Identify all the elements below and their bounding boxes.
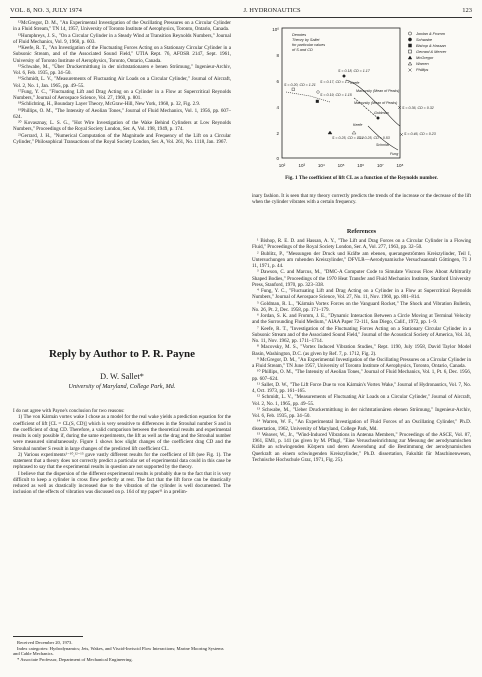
reference-item: ⁴ Fung, Y. C., "Fluctuating Lift and Drag Acting on a Cylinder in a Flow at Supercritical Reynolds Numbers," Journal of Aerospace Science, Vol. 27, No. 11, Nov. 1960, pp. 801–814. <box>252 288 471 301</box>
running-header <box>10 4 472 16</box>
legend-entry: Bishop & Hassan <box>416 43 446 48</box>
references-heading: References <box>346 228 377 235</box>
legend-entry: Gerrard & Mercer <box>416 49 447 54</box>
y-tick-label: 8 <box>276 53 279 58</box>
reply-body <box>13 408 231 633</box>
header-journal: J. HYDRONAUTICS <box>243 6 301 14</box>
annotation: Schmidt <box>376 143 389 147</box>
annotation: S = 0.20, CD = 1.21 <box>284 83 316 87</box>
reference-item: ⁶ Jordan, S. K. and Fromm, J. E., "Dynamic Interaction Between a Circle Moving at Terminal Velocity and the Surrounding Fluid Medium," AIAA Paper 72-111, San Diego, Calif., 1972, pp. 1–9. <box>252 313 471 326</box>
legend-entry: Schwabe <box>416 37 433 42</box>
reference-item: ⁸ Macovsky, M. S., "Vortex Induced Vibration Studies," Rept. 1190, July 1958, David Taylor Model Basin, Washington, D.C. (as given by Ref. 7, p. 1712, Fig. 2). <box>252 344 471 357</box>
reference-item: ¹⁵Schwabe, M., "Über Druckermittlung in der nichtstationaren e benen Strömung," Ingenieur-Archiv, Vol. 6, Feb. 1935, pp. 34–50. <box>13 63 231 76</box>
reply-paragraph: inary fashion. It is seen that my theory correctly predicts the trends of the increase or the decrease of the lift when the cylinder vibrates with a certain frequency. <box>252 193 471 206</box>
data-point <box>317 91 320 94</box>
annotation: S = 0.17, CD = 1.2 <box>320 80 350 84</box>
data-point <box>343 75 346 78</box>
x-tick-label: 10⁸ <box>396 163 404 168</box>
legend-symbols <box>408 32 412 72</box>
reference-item: ¹⁰ Phillips, O. M., "The Intensity of Aeolian Tones," Journal of Fluid Mechanics, Vol. 1, Pt. 6, Dec. 1956, pp. 607–624. <box>252 369 471 382</box>
legend-marker <box>409 69 412 72</box>
left-legend-line: of S and CD <box>292 48 313 52</box>
reference-item: ⁵ Goldman, R. L., "Kármán Vortex Forces on the Vanguard Rocket," The Shock and Vibration Bulletin, No. 26, Pt. 2, Dec. 1958, pp. 171–179. <box>252 300 471 313</box>
y-tick-label: 0 <box>276 156 279 161</box>
legend-marker <box>408 62 412 65</box>
x-tick-label: 10⁴ <box>317 163 325 168</box>
x-tick-label: 10³ <box>298 163 305 168</box>
annotation: Macovsky (Mean of Peaks) <box>356 89 400 93</box>
plot-annotations <box>284 69 436 156</box>
reference-item: ¹⁴Keefe, R. T., "An Investigation of the Fluctuating Forces Acting on a Stationary Circular Cylinder in a Subsonic Stream, and of the Associated Sound Field," UTIA Rept. 76, AFOSR 2147, Sept. 1961, University of Toronto Institute of Aerophysics, Toronto, Ontario, Canada. <box>13 45 231 64</box>
figure-1-plot <box>250 22 472 174</box>
reference-item: ¹⁷Fung, Y. C., "Fluctuating Lift and Drag Acting on a Cylinder in a Flow at Supercritical Reynolds Numbers," Journal of Aerospace Science, Vol. 27, 1960, p. 801. <box>13 88 231 101</box>
reference-item: ¹³ Schwabe, M., "Ueber Druckermittlung in der nichtstationären ebenen Strömung," Ingenieur-Archiv, Vol. 6, Feb. 1935, pp. 34–50. <box>252 406 471 419</box>
x-tick-label: 10⁶ <box>357 163 365 168</box>
reference-item: ¹⁵ Weaver, W., Jr., "Wind-Induced Vibrations in Antenna Members," Proceedings of the ASCE, Vol. 87, 1961, EM1, p. 141 (as given by M. Pflugl, "Eine Veruschseinrichtung zur Messung der aerodynamischen Kräfte an schwingenden Körpern und deren Anwendung auf die Bestimmung der aerodynamischen Querkraft an einem schwingenden Kreiszylinder," Ph.D. dissertation, Fakultät für Maschinenwesen, Technische Hochschule Graz, 1971, Fig. 25). <box>252 431 471 463</box>
reference-item: ¹ Bishop, R. E. D. and Hassan, A. Y., "The Lift and Drag Forces on a Circular Cylinder in a Flowing Fluid," Proceedings of the Royal Society London, Ser. A, Vol. 277, 1963, pp. 32–50. <box>252 238 471 251</box>
reference-item: ¹⁴ Warren, W. F., "An Experimental Investigation of Fluid Forces of an Oscillating Cylinder," Ph.D. dissertation, 1962, University of Maryland, College Park, Md. <box>252 419 471 432</box>
annotation: S = 0.18, CD = 1.17 <box>338 69 370 73</box>
header-page-number: 123 <box>462 6 472 14</box>
footnote-line: Index categories: Hydrodynamics; Jets, Wakes, and Viscid-Inviscid Flow Interactions; Marine Mooring Systems and Cable Mechanics. <box>13 645 224 657</box>
reference-item: ¹⁹Phillips, O. M., "The Intensity of Aeolian Tones," Journal of Fluid Mechanics, Vol. 1, 1956, pp. 607–624. <box>13 107 231 120</box>
right-legend <box>415 31 447 72</box>
data-point <box>377 117 380 120</box>
reference-item: ⁷ Keefe, R. T., "Investigation of the Fluctuating Forces Acting on a Stationary Circular Cylinder in a Subsonic Stream and of the Associated Sound Field," Journal of the Acoustical Society of America, Vol. 34, No. 11, Nov. 1962, pp. 1711–1714. <box>252 325 471 344</box>
footnote-line: * Associate Professor, Department of Mechanical Engineering. <box>17 656 133 662</box>
left-legend <box>292 33 325 52</box>
header-volume: VOL. 8, NO. 3, JULY 1974 <box>10 6 82 14</box>
y-tick-label: 6 <box>276 79 279 84</box>
reply-continuation <box>252 193 471 221</box>
reference-item: ¹²McGregor, D. M., "An Experimental Investigation of the Oscillating Pressures on a Circular Cylinder in a Fluid Stream," TN 14, 1957, University of Toronto Institute of Aerophysics, Toronto, Ontario, Canada. <box>13 20 231 33</box>
footnote <box>13 640 231 662</box>
reference-item: ¹³Humphreys, J. S., "On a Circular Cylinder in a Steady Wind at Transition Reynolds Numbers," Journal of Fluid Mechanics, Vol. 9, 1960, p. 603. <box>13 32 231 45</box>
data-point <box>316 100 319 103</box>
reference-item: ³ Dawson, C. and Marcus, M., "DMC-A Computer Code to Simulate Viscous Flow About Arbitrarily Shaped Bodies," Proceedings of the 1970 Heat Transfer and Fluid Mechanics Institute, Stanford University Press, Stanford, 1970, pp. 323–338. <box>252 269 471 288</box>
y-axis <box>272 27 279 161</box>
reference-item: ¹⁸Schlichting, H., Boundary Layer Theory, McGraw-Hill, New York, 1968, p. 32, Fig. 2.9. <box>18 101 201 108</box>
header-rule <box>10 17 472 18</box>
annotation: Fung <box>390 152 399 156</box>
annotation: Makovsky (Mean of Peaks) <box>354 101 398 105</box>
legend-marker <box>408 38 411 41</box>
reference-item: ¹² Schmidt, L. V., "Measurements of Fluctuating Air Loads on a Circular Cylinder," Journal of Aircraft, Vol. 2, No. 1, 1965, pp. 49–55. <box>252 394 471 407</box>
caption-label: Fig. 1 <box>285 175 298 181</box>
reply-paragraph: I believe that the dispersion of the different experimental results is probably due to the fact that it is very difficult to keep a cylinder in cross flow perfectly at rest. The fact that the lift force can be drastically reduced as well as drastically increased due to the vibration of the cylinder is well documented. The inclusion of the effects of vibration was discussed on p. 164 of my paper¹¹ in a prelim- <box>13 470 231 496</box>
reply-paragraph: 2) Various experiments¹⁻¹⁰,¹²⁻¹⁵ gave vastly different results for the coefficient of lift (see Fig. 1). The statement that a theory does not correctly predict a particular set of experimental data could in this case be rephrased to say that the experimental results in question are not supported by the theory. <box>13 451 231 471</box>
left-legend-line: Denotes <box>292 33 307 37</box>
annotation: Keefe <box>353 123 363 127</box>
legend-entry: Jordan & Fromm <box>416 31 445 36</box>
data-point <box>398 106 401 109</box>
reply-paragraph: I do not agree with Payne's conclusion for two reasons: <box>13 408 125 414</box>
annotation: S = 0.19, CD = 1.15 <box>320 93 352 97</box>
data-point <box>292 88 295 91</box>
data-point <box>352 131 356 134</box>
reference-item: ² Bublitz, P., "Messungen der Druck und Kräfte am ebenen, querangeströmten Kreiszylinder, Teil I, Untersuchungen am ruhenden Kreiszylinder," DFVLR—Aerodynamische Versuchsanstalt Göttingen, 71 J 11, 1971, p. 44. <box>252 250 471 269</box>
y-tick-label: 2 <box>276 131 279 136</box>
legend-entry: Phillips <box>416 67 429 72</box>
footnote-rule <box>13 636 83 637</box>
annotation: S = 0.25, CD = 1.12 <box>332 136 364 140</box>
figure-caption <box>252 175 471 181</box>
reply-title: Reply by Author to P. R. Payne <box>48 348 196 360</box>
reply-author: D. W. Sallet* <box>100 372 144 381</box>
annotation: Keefe <box>350 81 360 85</box>
x-tick-label: 10⁷ <box>376 163 384 168</box>
reference-item: ²⁰ Kovasznay, L. S. G., "Hot Wire Investigation of the Wake Behind Cylinders at Low Reynolds Numbers," Proceedings of the Royal Society London, Ser. A, Vol. 198, 1949, p. 174. <box>13 120 231 133</box>
annotation: S = 0.46, CD = 0.23 <box>404 132 436 136</box>
left-legend-line: Theory by Sallet <box>292 38 320 42</box>
x-tick-label: 10⁵ <box>337 163 345 168</box>
data-point <box>328 131 332 134</box>
reference-item: ⁹ McGregor, D. M., "An Experimental Investigation of the Oscillating Pressures on a Circular Cylinder in a Fluid Stream," TN June 1957, University of Toronto Institute of Aerophysics, Toronto, Ontario, Canada. <box>252 356 471 369</box>
legend-marker <box>408 32 411 35</box>
caption-text: The coefficient of lift CL as a function of the Reynolds number. <box>298 175 438 181</box>
legend-marker <box>409 44 412 47</box>
footnote-line: Received December 20, 1973. <box>17 640 73 645</box>
reference-item: ²¹Gerrard, J. H., "Numerical Computation of the Magnitude and Frequency of the Lift on a Circular Cylinder," Philosophical Transactions of the Royal Society London, Ser. A, Vol. 261, No. 1118, Jan. 1967. <box>13 132 231 145</box>
annotation: S = 0.36, CD = 0.32 <box>402 106 434 110</box>
reply-affiliation: University of Maryland, College Park, Md. <box>68 383 176 390</box>
legend-marker <box>408 56 412 59</box>
reply-paragraph: 1) The von Kármán vortex wake I chose as a model for the real wake yields a prediction equation for the coefficient of lift [CL = CL(S, CD)] which is very sensitive to differences in the Strouhal number S and in the coefficient of drag CD. Therefore, a valid comparison between the theoretical results and experimental results is only possible if, during the same experiments, the lift as well as the drag and the Strouhal number were measured simultaneously. Figure 1 shows how slight changes of the coefficient drag CD and the Strouhal number S result in large changes of the predicted lift coefficient CL. <box>13 414 231 452</box>
reference-item: ¹⁶Schmidt, L. V., "Measurements of Fluctuating Air Loads on a Circular Cylinder," Journal of Aircraft, Vol. 2, No. 1, Jan. 1965, pp. 49–55. <box>13 76 231 89</box>
legend-entry: Warren <box>416 61 429 66</box>
x-tick-label: 10² <box>278 163 286 168</box>
annotation: S = 0.25, CD = 0.53 <box>358 136 390 140</box>
left-top-references <box>13 20 231 305</box>
y-tick-label: 10⁰ <box>272 27 279 32</box>
y-tick-label: 4 <box>276 105 279 110</box>
legend-marker <box>409 50 412 53</box>
references-list <box>252 238 471 672</box>
left-legend-line: for particular values <box>292 43 326 47</box>
x-axis <box>279 163 404 168</box>
reference-item: ¹¹ Sallet, D. W., "The Lift Force Due to von Kármán's Vortex Wake," Journal of Hydronautics, Vol. 7, No. 4, Oct. 1973, pp. 161–165. <box>252 381 471 394</box>
annotation: Goldman <box>374 111 389 115</box>
legend-entry: McGregor <box>416 55 434 60</box>
data-point <box>400 133 403 136</box>
